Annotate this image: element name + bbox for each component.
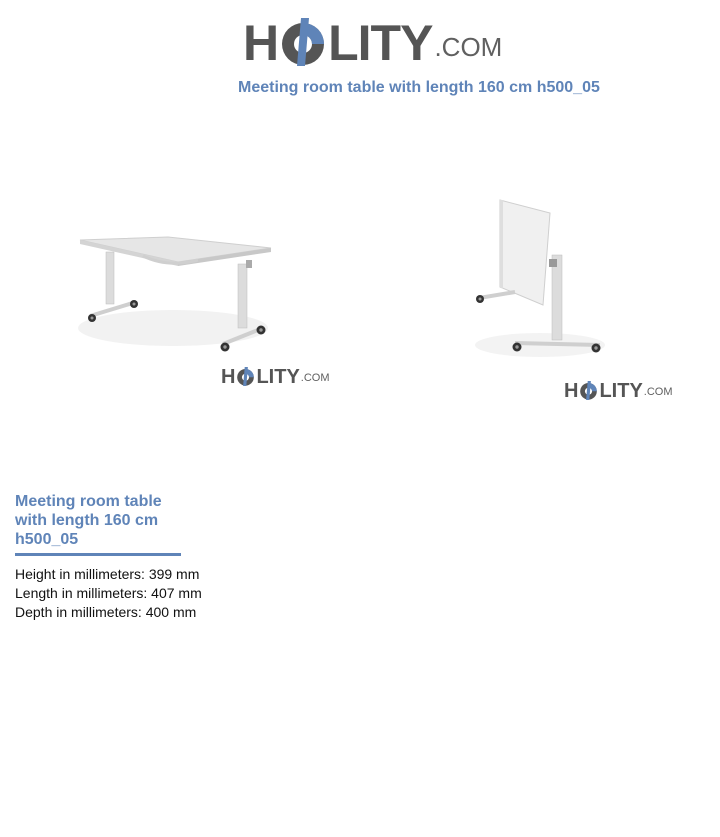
logo-text-left: H: [243, 15, 279, 71]
site-logo[interactable]: [243, 10, 503, 71]
watermark-text-left: H: [564, 380, 579, 402]
watermark-logo-1: [221, 366, 330, 387]
watermark-logo-2: [564, 380, 673, 401]
product-image-folded-table[interactable]: [465, 195, 610, 365]
watermark-suffix: .COM: [300, 372, 330, 384]
spec-depth: Depth in millimeters: 400 mm: [15, 604, 197, 620]
page-title: Meeting room table with length 160 cm h500_05: [238, 79, 600, 96]
product-title: Meeting room table with length 160 cm h500_05: [15, 493, 162, 548]
watermark-text-right: LITY: [256, 366, 300, 388]
watermark-o-mark-icon: [579, 380, 598, 401]
watermark-text-right: LITY: [599, 380, 643, 402]
spec-length: Length in millimeters: 407 mm: [15, 585, 202, 601]
watermark-suffix: .COM: [643, 386, 673, 398]
spec-list: [15, 565, 202, 622]
title-divider: [15, 553, 181, 556]
spec-height: Height in millimeters: 399 mm: [15, 566, 200, 582]
logo-o-mark-icon: [279, 16, 327, 68]
watermark-o-mark-icon: [236, 366, 255, 387]
logo-suffix: .COM: [434, 32, 503, 62]
watermark-text-left: H: [221, 366, 236, 388]
product-image-open-table[interactable]: [68, 228, 278, 358]
logo-text-right: LITY: [328, 15, 433, 71]
